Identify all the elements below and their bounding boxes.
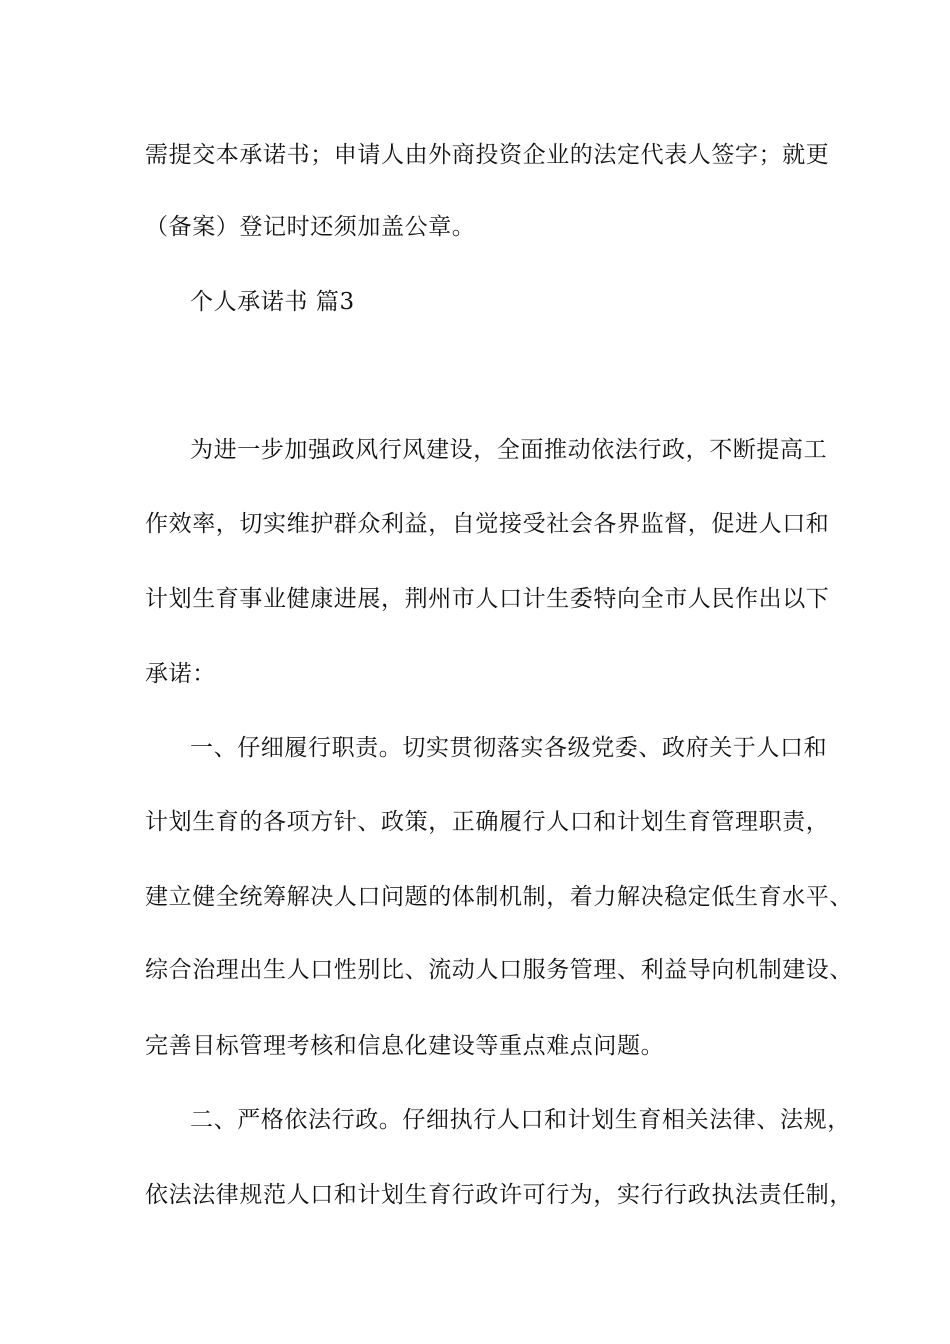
paragraph-line-1: 需提交本承诺书；申请人由外商投资企业的法定代表人签字；就更 bbox=[145, 142, 830, 168]
paragraph-line-8: 计划生育的各项方针、政策，正确履行人口和计划生育管理职责， bbox=[145, 809, 830, 835]
paragraph-line-13: 依法法律规范人口和计划生育行政许可行为，实行行政执法责任制， bbox=[145, 1182, 853, 1208]
paragraph-line-5: 计划生育事业健康进展，荆州市人口计生委特向全市人民作出以下 bbox=[145, 586, 830, 612]
paragraph-line-12: 二、严格依法行政。仔细执行人口和计划生育相关法律、法规， bbox=[190, 1107, 851, 1133]
paragraph-line-9: 建立健全统筹解决人口问题的体制机制，着力解决稳定低生育水平、 bbox=[145, 884, 853, 910]
paragraph-line-10: 综合治理出生人口性别比、流动人口服务管理、利益导向机制建设、 bbox=[145, 957, 853, 983]
paragraph-line-7: 一、仔细履行职责。切实贯彻落实各级党委、政府关于人口和 bbox=[190, 735, 828, 761]
paragraph-line-6: 承诺： bbox=[145, 661, 216, 687]
section-heading: 个人承诺书 篇3 bbox=[190, 289, 355, 315]
paragraph-line-11: 完善目标管理考核和信息化建设等重点难点问题。 bbox=[145, 1033, 665, 1059]
paragraph-line-4: 作效率，切实维护群众利益，自觉接受社会各界监督，促进人口和 bbox=[145, 511, 830, 537]
paragraph-line-2: （备案）登记时还须加盖公章。 bbox=[145, 214, 476, 240]
paragraph-line-3: 为进一步加强政风行风建设，全面推动依法行政，不断提高工 bbox=[190, 437, 828, 463]
